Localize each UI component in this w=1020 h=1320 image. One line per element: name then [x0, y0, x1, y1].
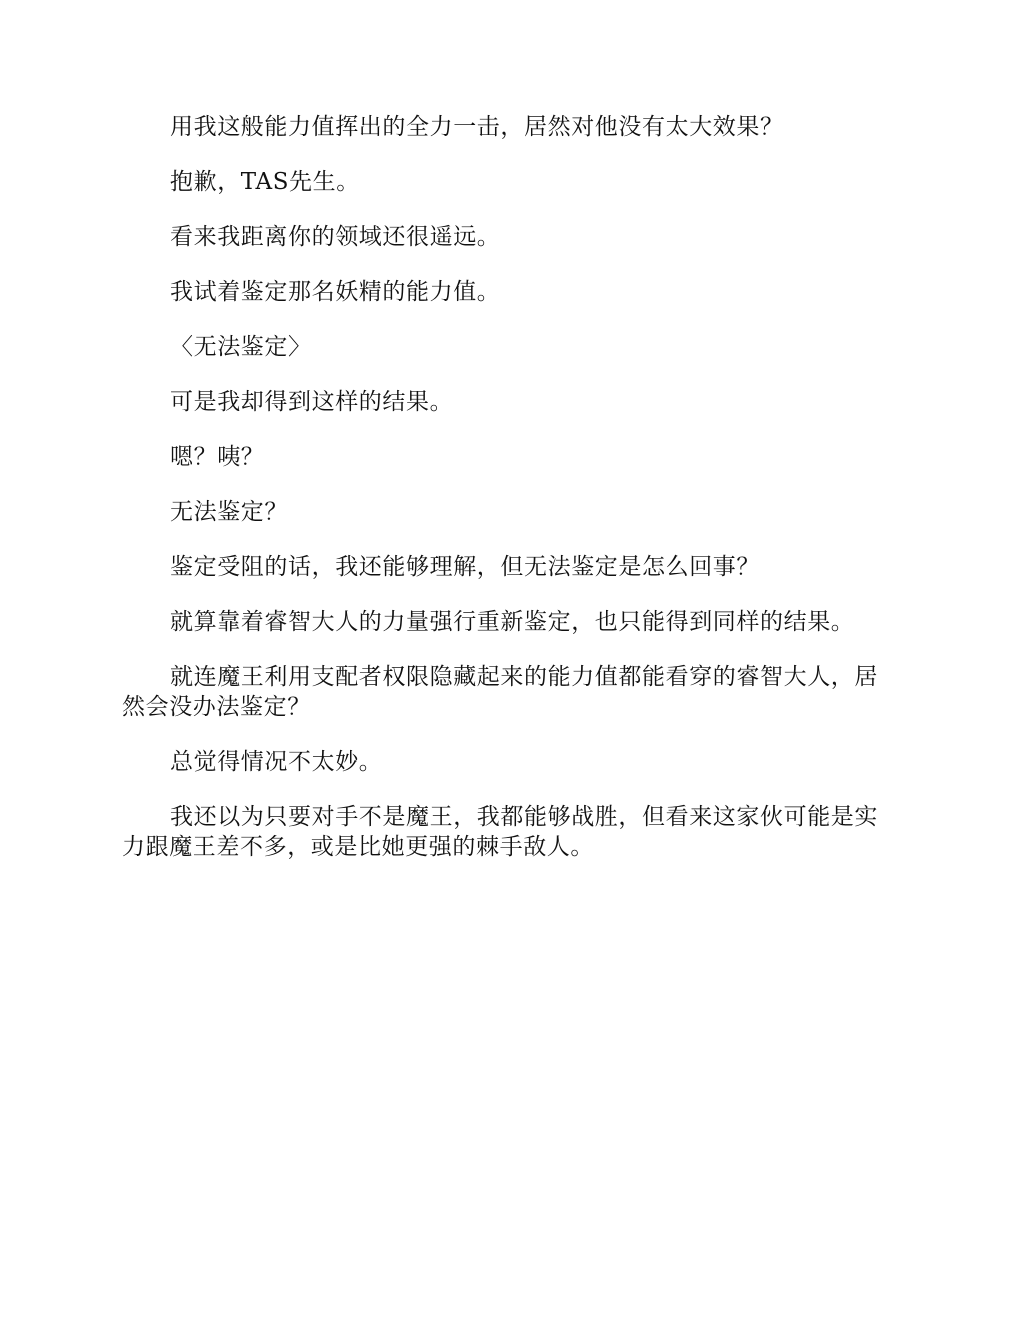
paragraph-4: 我试着鉴定那名妖精的能力值。 — [170, 279, 501, 305]
paragraph-7: 嗯？咦？ — [170, 444, 265, 470]
paragraph-8: 无法鉴定？ — [170, 499, 288, 525]
document-page — [122, 112, 898, 887]
paragraph-2: 抱歉，TAS先生。 — [170, 169, 360, 195]
paragraph-9: 鉴定受阻的话，我还能够理解，但无法鉴定是怎么回事？ — [170, 554, 760, 580]
paragraph-6: 可是我却得到这样的结果。 — [170, 389, 454, 415]
paragraph-11: 就连魔王利用支配者权限隐藏起来的能力值都能看穿的睿智大人，居然会没办法鉴定？ — [122, 664, 878, 720]
paragraph-3: 看来我距离你的领域还很遥远。 — [170, 224, 501, 250]
paragraph-1: 用我这般能力值挥出的全力一击，居然对他没有太大效果？ — [170, 114, 784, 140]
paragraph-13: 我还以为只要对手不是魔王，我都能够战胜，但看来这家伙可能是实力跟魔王差不多，或是比她更强的棘手敌人。 — [122, 804, 878, 860]
paragraph-5: 〈无法鉴定〉 — [170, 334, 312, 360]
paragraph-12: 总觉得情况不太妙。 — [170, 749, 383, 775]
paragraph-10: 就算靠着睿智大人的力量强行重新鉴定，也只能得到同样的结果。 — [170, 609, 855, 635]
